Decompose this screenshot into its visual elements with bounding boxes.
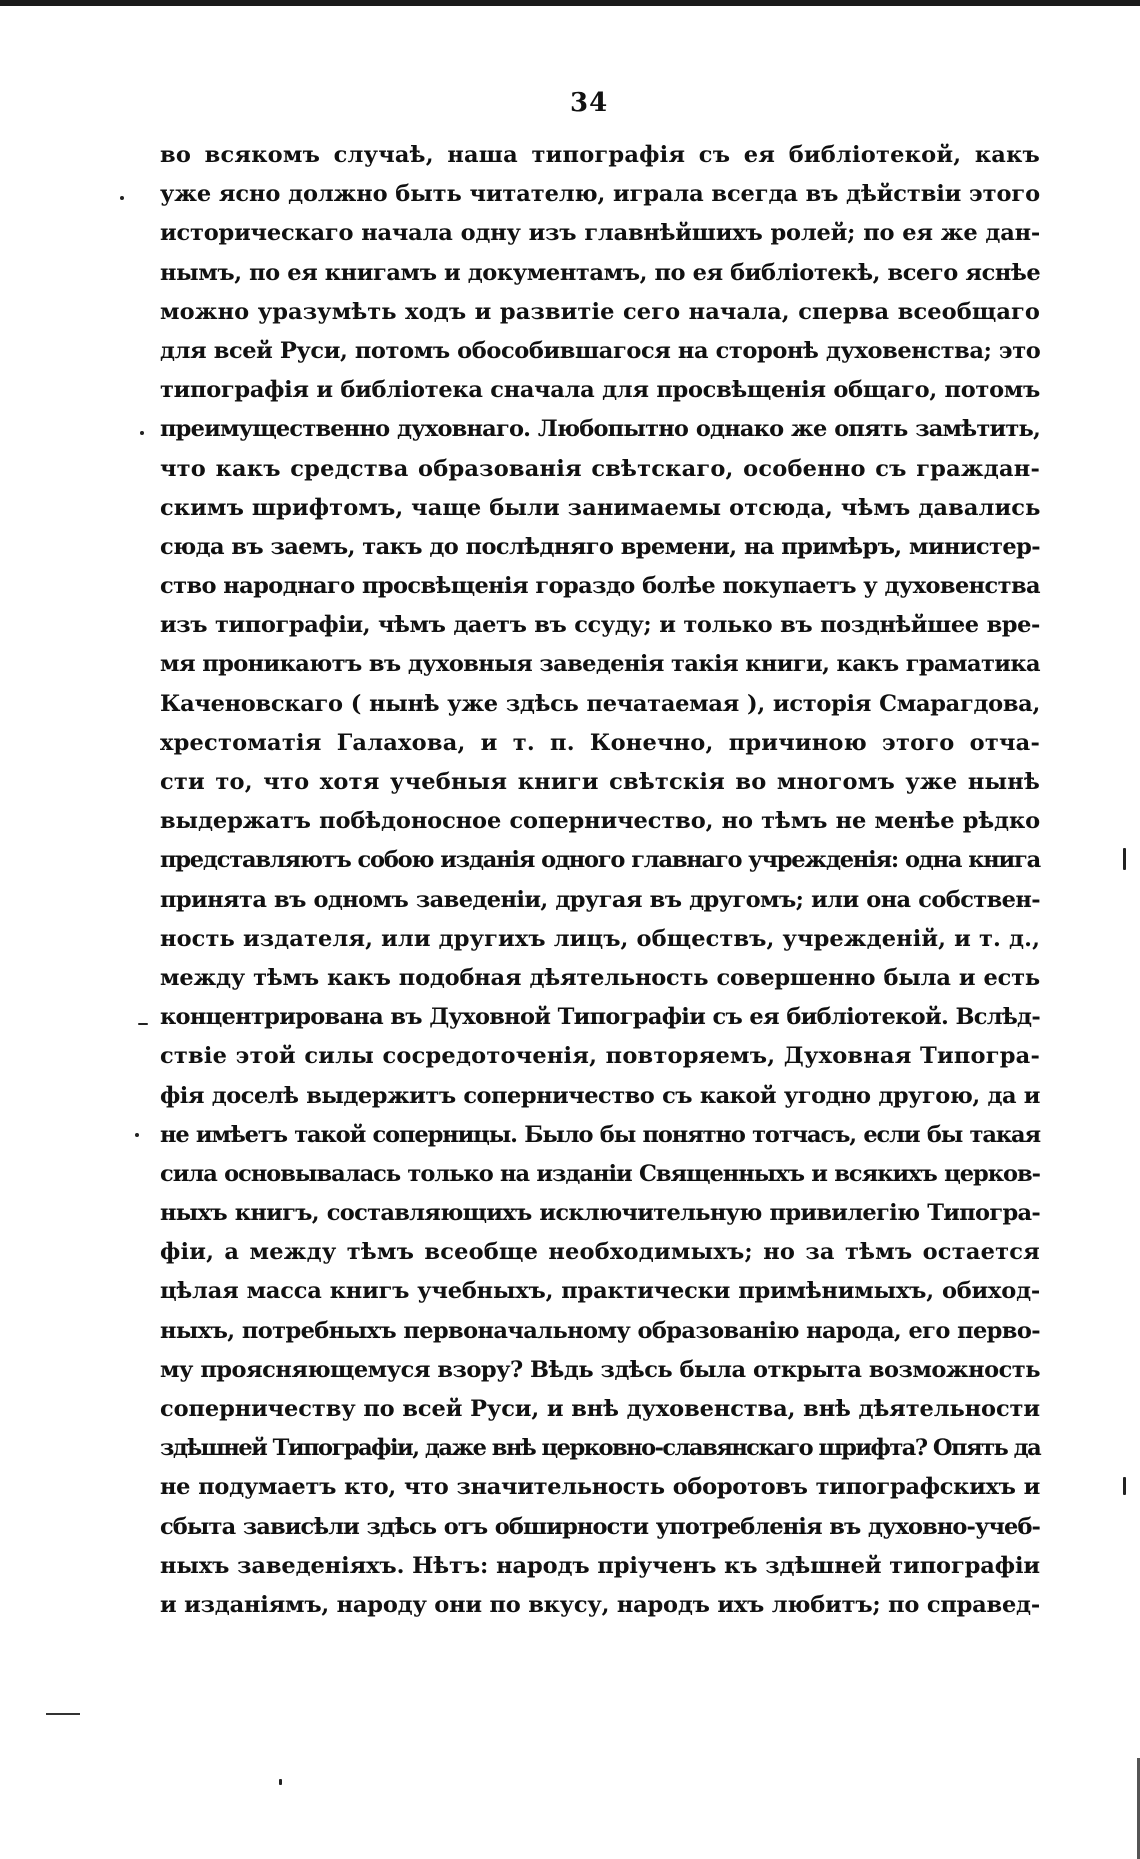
text-line: ныхъ книгъ, составляющихъ исключительную привилегію Типогра- bbox=[160, 1200, 1040, 1227]
text-line: изъ типографіи, чѣмъ даетъ въ ссуду; и только въ позднѣйшее вре- bbox=[160, 612, 1040, 639]
text-line: фіи, а между тѣмъ всеобще необходимыхъ; но за тѣмъ остается bbox=[160, 1239, 1040, 1266]
text-line: не подумаетъ кто, что значительность оборотовъ типографскихъ и bbox=[160, 1474, 1040, 1501]
margin-speck bbox=[140, 431, 144, 435]
text-line: му проясняющемуся взору? Вѣдь здѣсь была открыта возможность bbox=[160, 1356, 1040, 1383]
text-line: ство народнаго просвѣщенія гораздо болѣе покупаетъ у духовенства bbox=[160, 573, 1040, 600]
text-line: и изданіямъ, народу они по вкусу, народъ ихъ любитъ; по справед- bbox=[160, 1591, 1040, 1618]
text-line: между тѣмъ какъ подобная дѣятельность совершенно была и есть bbox=[160, 964, 1040, 991]
text-line: ствіе этой силы сосредоточенія, повторяемъ, Духовная Типогра- bbox=[160, 1043, 1040, 1070]
text-line: преимущественно духовнаго. Любопытно однако же опять замѣтить, bbox=[160, 416, 1040, 443]
footer-rule bbox=[46, 1713, 80, 1715]
text-line: нымъ, по ея книгамъ и документамъ, по ея библіотекѣ, всего яснѣе bbox=[160, 259, 1041, 286]
text-line: выдержатъ побѣдоносное соперничество, но тѣмъ не менѣе рѣдко bbox=[160, 808, 1040, 835]
margin-speck bbox=[279, 1779, 282, 1785]
text-line: типографія и библіотека сначала для просвѣщенія общаго, потомъ bbox=[160, 377, 1040, 404]
text-line: во всякомъ случаѣ, наша типографія съ ея библіотекой, какъ bbox=[160, 142, 1040, 168]
text-line: ныхъ заведеніяхъ. Нѣтъ: народъ пріученъ къ здѣшней типографіи bbox=[160, 1552, 1040, 1579]
text-line: ность издателя, или другихъ лицъ, обществъ, учрежденій, и т. д., bbox=[160, 925, 1040, 952]
page-top-edge bbox=[0, 0, 1140, 6]
text-line: сила основывалась только на изданіи Священныхъ и всякихъ церков- bbox=[160, 1160, 1040, 1187]
text-line: скимъ шрифтомъ, чаще были занимаемы отсюда, чѣмъ давались bbox=[160, 494, 1041, 521]
text-line: представляютъ собою изданія одного главнаго учрежденія: одна книга bbox=[160, 847, 1040, 874]
text-line: уже ясно должно быть читателю, играла всегда въ дѣйствіи этого bbox=[160, 181, 1040, 208]
text-line: соперничеству по всей Руси, и внѣ духовенства, внѣ дѣятельности bbox=[160, 1396, 1040, 1422]
text-line: сюда въ заемъ, такъ до послѣдняго времени, на примѣръ, министер- bbox=[160, 533, 1040, 560]
text-line: принята въ одномъ заведеніи, другая въ другомъ; или она собствен- bbox=[160, 886, 1040, 913]
text-line: концентрирована въ Духовной Типографіи съ ея библіотекой. Вслѣд- bbox=[160, 1004, 1040, 1031]
text-line: что какъ средства образованія свѣтскаго, особенно съ граждан- bbox=[160, 455, 1040, 482]
margin-speck bbox=[1123, 848, 1126, 870]
text-line: историческаго начала одну изъ главнѣйшихъ ролей; по ея же дан- bbox=[160, 220, 1040, 247]
text-line: ныхъ, потребныхъ первоначальному образованію народа, его перво- bbox=[160, 1317, 1040, 1344]
text-line: можно уразумѣть ходъ и развитіе сего начала, сперва всеобщаго bbox=[160, 298, 1040, 325]
text-line: хрестоматія Галахова, и т. п. Конечно, причиною этого отча- bbox=[160, 729, 1040, 756]
text-line: здѣшней Типографіи, даже внѣ церковно-славянскаго шрифта? Опять да bbox=[160, 1435, 1041, 1462]
margin-speck bbox=[138, 1023, 148, 1025]
text-line: сбыта зависѣли здѣсь отъ обширности употребленія въ духовно-учеб- bbox=[160, 1513, 1040, 1540]
margin-speck bbox=[135, 1133, 139, 1137]
text-line: сти то, что хотя учебныя книги свѣтскія во многомъ уже нынѣ bbox=[160, 769, 1040, 795]
text-line: фія доселѣ выдержитъ соперничество съ какой угодно другою, да и bbox=[160, 1082, 1040, 1109]
text-line: не имѣетъ такой соперницы. Было бы понятно тотчасъ, если бы такая bbox=[160, 1121, 1040, 1148]
margin-speck bbox=[1123, 1477, 1126, 1495]
body-text bbox=[160, 136, 1040, 1625]
text-line: Каченовскаго ( нынѣ уже здѣсь печатаемая ), исторія Смарагдова, bbox=[160, 690, 1040, 717]
text-line: для всей Руси, потомъ обособившагося на сторонѣ духовенства; это bbox=[160, 337, 1041, 364]
margin-speck bbox=[120, 196, 124, 200]
text-line: цѣлая масса книгъ учебныхъ, практически примѣнимыхъ, обиход- bbox=[160, 1278, 1040, 1305]
text-line: мя проникаютъ въ духовныя заведенія такія книги, какъ граматика bbox=[160, 651, 1040, 678]
page-number: 34 bbox=[570, 88, 609, 118]
